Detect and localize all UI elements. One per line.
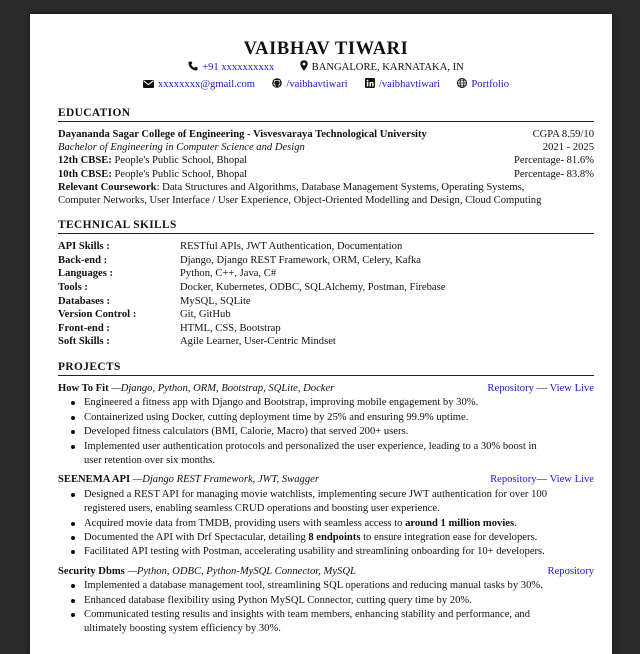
phone-icon [188,61,198,77]
list-item: Facilitated API testing with Postman, accelerating usability and streamlining onboarding for 10+ developers. [58,545,594,559]
skill-value: Git, GitHub [180,309,231,321]
education-section [58,128,594,207]
list-item [58,440,594,469]
list-item-emphasis: 8 endpoints [308,532,361,544]
list-item-text: to ensure integration ease for developers. [360,532,538,544]
list-item-line-2: ultimately boosting system efficiency by 30%. [84,623,281,635]
projects-heading: PROJECTS [58,361,594,376]
list-item: Developed fitness calculators (BMI, Calorie, Macro) that served 200+ users. [58,425,594,439]
coursework-line-1: : Data Structures and Algorithms, Database Management Systems, Operating Systems, [156,181,525,193]
skill-row [58,254,594,268]
project-stack: —Django, Python, ORM, Bootstrap, SQLite, Docker [108,382,335,394]
project-stack: —Python, ODBC, Python-MySQL Connector, MySQL [124,565,356,577]
skill-label: Front-end : [58,322,110,334]
list-item: Implemented a database management tool, streamlining SQL operations and reducing manual tasks by 30%. [58,579,594,593]
view-live-link[interactable]: View Live [549,382,594,394]
list-item: Engineered a fitness app with Django and Bootstrap, improving mobile engagement by 30%. [58,396,594,410]
education-10th-row [58,168,594,181]
linkedin-icon [365,78,375,94]
skill-row [58,267,594,281]
candidate-name: VAIBHAV TIWARI [243,39,409,59]
list-item [58,608,594,637]
project-title: SEENEMA API [58,474,131,486]
cgpa: CGPA 8.59/10 [532,129,594,140]
skill-label: Soft Skills : [58,336,110,348]
github-icon [272,78,282,94]
repository-link[interactable]: Repository [490,474,537,486]
envelope-icon [143,78,154,94]
education-college-row [58,128,594,141]
list-item-text: . [514,517,517,529]
project-header-how-to-fit [58,382,594,396]
skill-value: Docker, Kubernetes, ODBC, SQLAlchemy, Postman, Firebase [180,282,446,293]
coursework-line-2: Computer Networks, User Interface / User Experience, Object-Oriented Modelling and Design, Cloud Computing [58,195,542,207]
skill-label: Tools : [58,282,88,293]
degree: Bachelor of Engineering in Computer Science and Design [58,142,305,154]
contact-line-1 [58,60,594,77]
project-header-seenema-api [58,473,594,487]
list-item: Enhanced database flexibility using Python MySQL Connector, cutting query time by 20%. [58,594,594,608]
list-item-text: Documented the API with Drf Spectacular, detailing [84,532,309,544]
portfolio-link[interactable]: Portfolio [471,79,510,90]
repository-link[interactable]: Repository [487,382,534,394]
skills-heading: TECHNICAL SKILLS [58,219,594,234]
skill-row [58,240,594,254]
list-item [58,488,594,517]
contact-line-2 [58,77,594,94]
skill-label: Languages : [58,268,114,280]
skill-row [58,308,594,322]
github-link[interactable]: /vaibhavtiwari [286,79,348,90]
skill-value: Django, Django REST Framework, ORM, Celery, Kafka [180,254,421,266]
email-link[interactable]: xxxxxxxx@gmail.com [157,79,256,90]
skill-label: Version Control : [58,309,137,321]
repository-link[interactable]: Repository [547,565,594,577]
skill-value: HTML, CSS, Bootstrap [180,322,281,334]
resume-page [30,14,612,654]
degree-years: 2021 - 2025 [542,142,594,154]
cbse10-label: 10th CBSE: [58,168,112,180]
skill-row [58,281,594,295]
skill-label: Databases : [58,295,111,307]
list-item [58,517,594,531]
link-separator: — [536,474,550,486]
coursework [58,181,594,207]
list-item: Containerized using Docker, cutting deployment time by 25% and ensuring 99.9% uptime. [58,411,594,425]
location-pin-icon [300,60,308,77]
project-header-security-dbms [58,565,594,579]
skills-section [58,240,594,349]
list-item-line-1: Communicated testing results and insights with team members, enhancing stability and performance, and [84,609,531,621]
list-item-line-1: Implemented user authentication protocols and personalized the user experience, leading to a 30% boost in [84,440,537,452]
list-item-emphasis: around 1 million movies [405,517,515,529]
skill-row [58,322,594,336]
cbse12-label: 12th CBSE: [58,155,112,167]
project-title: Security Dbms [58,565,125,577]
project-title: How To Fit [58,382,109,394]
list-item-line-2: registered users, enabling seamless CRUD operations and boosting user experience. [84,503,440,515]
link-separator: — [533,382,550,394]
cbse10-score: Percentage- 83.8% [513,168,594,180]
list-item [58,531,594,545]
skill-value: RESTful APIs, JWT Authentication, Documentation [180,241,403,253]
college-name: Dayananda Sagar College of Engineering - Visvesvaraya Technological University [58,129,427,140]
linkedin-link[interactable]: /vaibhavtiwari [378,79,441,90]
cbse12-school: People's Public School, Bhopal [114,155,248,167]
resume-content [58,14,594,637]
cbse10-school: People's Public School, Bhopal [114,168,248,180]
education-heading: EDUCATION [58,107,594,122]
skill-value: Agile Learner, User-Centric Mindset [180,336,336,348]
skill-row [58,335,594,349]
globe-icon [457,78,467,94]
projects-section [58,382,594,637]
education-degree-row [58,141,594,154]
skill-row [58,295,594,309]
list-item-text: Acquired movie data from TMDB, providing users with seamless access to [84,517,406,529]
phone-link[interactable]: +91 xxxxxxxxxx [202,62,275,73]
skill-value: MySQL, SQLite [180,295,251,307]
coursework-label: Relevant Coursework [58,181,157,193]
view-live-link[interactable]: View Live [549,474,594,486]
cbse12-score: Percentage- 81.6% [513,155,594,167]
education-12th-row [58,154,594,167]
skill-value: Python, C++, Java, C# [180,268,277,280]
list-item-line-2: user retention over six months. [84,455,215,466]
project-stack: —Django REST Framework, JWT, Swagger [130,474,319,486]
skill-label: API Skills : [58,241,110,253]
list-item-line-1: Designed a REST API for managing movie watchlists, implementing secure JWT authentication for over 100 [84,488,547,500]
skill-label: Back-end : [58,254,108,266]
location-text: BANGALORE, KARNATAKA, IN [311,62,464,73]
